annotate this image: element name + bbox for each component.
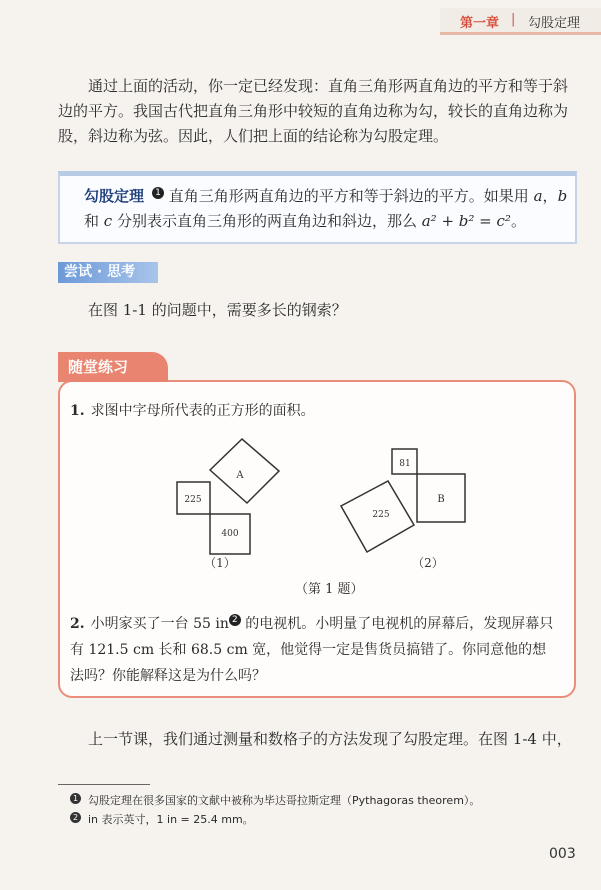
chapter-label: 第一章: [460, 16, 500, 31]
running-header: [440, 8, 601, 32]
theorem-end: 。: [510, 212, 526, 230]
footnote-2-text: in 表示英寸，1 in = 25.4 mm。: [88, 813, 254, 826]
theorem-sep: ，: [542, 187, 558, 205]
page-number: 003: [549, 846, 576, 862]
square-225-value: 225: [184, 495, 202, 505]
square-a: [210, 439, 279, 503]
header-divider: [440, 32, 601, 35]
var-b: b: [557, 187, 568, 205]
footnote-divider: [58, 784, 150, 785]
question-2: [70, 611, 560, 689]
question-2-number: 2.: [70, 616, 85, 632]
theorem-text-2: 和: [84, 212, 104, 230]
footnote-1: [72, 792, 481, 808]
square-400-value: 400: [221, 529, 239, 539]
footnote-2-mark: 2: [70, 812, 81, 823]
footnote-2: [72, 811, 254, 827]
figure-2: [341, 449, 465, 552]
figure-1-label: （1）: [204, 556, 236, 570]
question-1-text: 求图中字母所代表的正方形的面积。: [90, 403, 315, 419]
theorem-box: [58, 171, 577, 244]
square-81-value: 81: [399, 459, 411, 469]
footnote-marker-icon: 2: [229, 614, 241, 626]
section-title: 勾股定理: [528, 16, 581, 31]
theorem-text-1: 直角三角形两直角边的平方和等于斜边的平方。如果用: [168, 187, 529, 205]
figure-2-label: （2）: [412, 556, 444, 570]
footnote-marker-icon: 1: [152, 187, 164, 199]
square-a-letter: A: [236, 470, 244, 481]
question-2-text-1: 小明家买了一台 55 in: [90, 616, 229, 632]
try-question: 在图 1-1 的问题中，需要多长的钢索？: [88, 301, 347, 319]
squares-diagram: [160, 430, 480, 600]
figure-1: [177, 439, 279, 554]
practice-label: 随堂练习: [58, 352, 168, 382]
var-a: a: [533, 187, 543, 205]
footnote-1-mark: 1: [70, 793, 81, 804]
question-2-text-2: 的电视机。小明量了电视机的屏幕后，发现屏幕只有 121.5 cm 长和 68.5 cm 宽，他觉得一定是售货员搞错了。你同意他的想法吗？你能解释这是为什么吗？: [70, 616, 554, 684]
theorem-text-3: 分别表示直角三角形的两直角边和斜边，那么: [112, 212, 422, 230]
question-1-number: 1.: [70, 403, 85, 419]
theorem-title: 勾股定理: [84, 187, 145, 205]
header-separator: |: [511, 12, 516, 27]
var-c: c: [103, 212, 113, 230]
square-b-letter: B: [437, 494, 445, 505]
intro-paragraph: 通过上面的活动，你一定已经发现：直角三角形两直角边的平方和等于斜边的平方。我国古代把直角三角形中较短的直角边称为勾，较长的直角边称为股，斜边称为弦。因此，人们把上面的结论称为勾股定理。: [58, 77, 569, 145]
closing-paragraph: 上一节课，我们通过测量和数格子的方法发现了勾股定理。在图 1-4 中，: [88, 730, 572, 748]
figure-caption: （第 1 题）: [295, 582, 364, 597]
square-225-2-value: 225: [372, 510, 390, 520]
question-1: [70, 398, 560, 424]
try-think-label: 尝试 · 思考: [58, 262, 158, 283]
pythagorean-formula: a² + b² = c²: [421, 212, 511, 230]
theorem-content: [84, 184, 574, 234]
footnote-1-text: 勾股定理在很多国家的文献中被称为毕达哥拉斯定理（Pythagoras theorem）。: [88, 794, 481, 807]
